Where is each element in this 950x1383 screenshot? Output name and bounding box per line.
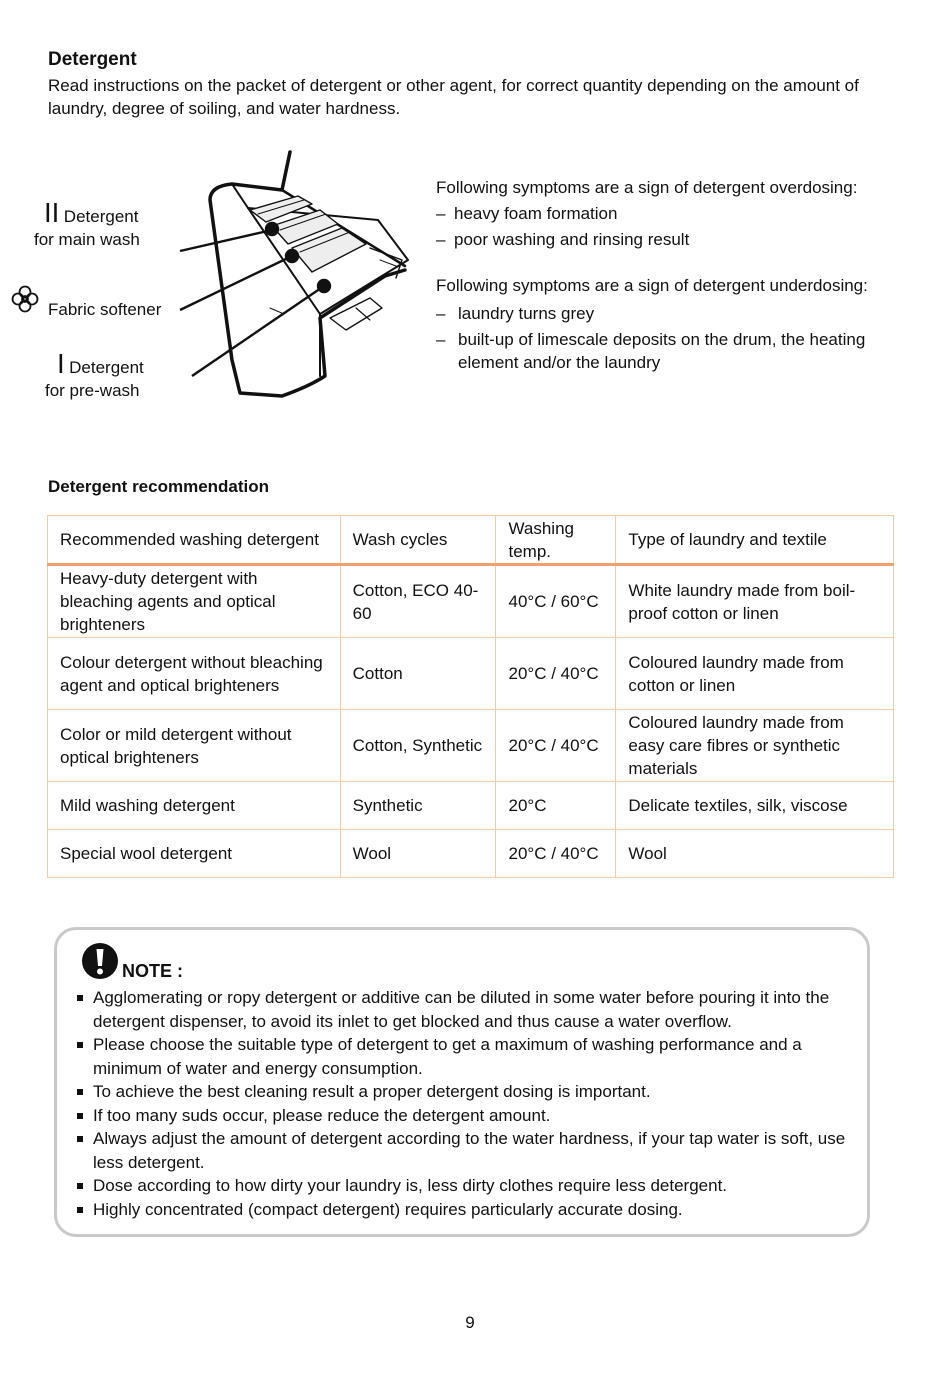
list-item: Dose according to how dirty your laundry is, less dirty clothes require less detergent.: [75, 1174, 855, 1198]
recommendation-table: [47, 515, 894, 878]
table-cell: White laundry made from boil-proof cotton or linen: [616, 565, 894, 638]
page-number: 9: [465, 1313, 475, 1332]
section-intro: Read instructions on the packet of detergent or other agent, for correct quantity depending on the amount of laundry, degree of soiling, and water hardness.: [48, 76, 859, 118]
table-cell: Special wool detergent: [48, 830, 341, 878]
table-cell: Cotton: [340, 638, 496, 710]
list-item: If too many suds occur, please reduce the detergent amount.: [75, 1104, 855, 1128]
pre-wash-line2: for pre-wash: [45, 381, 140, 400]
table-cell: Color or mild detergent without optical brighteners: [48, 710, 341, 782]
list-item: – laundry turns grey: [436, 304, 595, 323]
underdosing-block: [436, 273, 916, 374]
label-pre-wash: [45, 352, 144, 402]
column-header: Type of laundry and textile: [616, 516, 894, 565]
table-cell: Synthetic: [340, 782, 496, 830]
column-header: Wash cycles: [340, 516, 496, 565]
list-item: – built-up of limescale deposits on the drum, the heating element and/or the laundry: [436, 330, 866, 372]
table-cell: Cotton, ECO 40-60: [340, 565, 496, 638]
table-cell: Heavy-duty detergent with bleaching agents and optical brighteners: [48, 565, 341, 638]
table-cell: 20°C / 40°C: [496, 830, 616, 878]
label-fabric-softener: Fabric softener: [48, 300, 162, 319]
table-row: [48, 710, 894, 782]
table-cell: Delicate textiles, silk, viscose: [616, 782, 894, 830]
list-item: To achieve the best cleaning result a proper detergent dosing is important.: [75, 1080, 855, 1104]
note-list: [75, 986, 855, 1221]
table-cell: Wool: [616, 830, 894, 878]
detergent-drawer-illustration: [170, 148, 430, 403]
table-cell: Cotton, Synthetic: [340, 710, 496, 782]
list-item: Always adjust the amount of detergent according to the water hardness, if your tap water is soft, use less detergent.: [75, 1127, 855, 1174]
list-item: Highly concentrated (compact detergent) requires particularly accurate dosing.: [75, 1198, 855, 1222]
main-wash-line1: Detergent: [63, 207, 139, 226]
exclamation-icon: [81, 942, 119, 980]
flower-icon: [10, 284, 40, 319]
table-cell: Wool: [340, 830, 496, 878]
list-item: – poor washing and rinsing result: [436, 230, 690, 249]
list-item: Please choose the suitable type of detergent to get a maximum of washing performance and a minimum of water and energy consumption.: [75, 1033, 855, 1080]
table-row: [48, 638, 894, 710]
pre-wash-line1: Detergent: [69, 358, 144, 377]
underdosing-heading: Following symptoms are a sign of detergent underdosing:: [436, 276, 868, 295]
table-row: [48, 565, 894, 638]
list-item: Agglomerating or ropy detergent or additive can be diluted in some water before pouring it into the detergent dispenser, to avoid its inlet to get blocked and thus cause a water overflow.: [75, 986, 855, 1033]
table-row: [48, 830, 894, 878]
table-cell: 20°C / 40°C: [496, 638, 616, 710]
recommendation-title: Detergent recommendation: [48, 477, 270, 496]
table-cell: 20°C / 40°C: [496, 710, 616, 782]
note-title: NOTE :: [122, 961, 183, 981]
table-cell: Coloured laundry made from easy care fibres or synthetic materials: [616, 710, 894, 782]
table-header-row: [48, 516, 894, 565]
label-main-wash: [34, 201, 140, 251]
overdosing-heading: Following symptoms are a sign of detergent overdosing:: [436, 178, 858, 197]
table-cell: Mild washing detergent: [48, 782, 341, 830]
note-box: [54, 927, 870, 1237]
column-header: Washing temp.: [496, 516, 616, 565]
table-cell: Colour detergent without bleaching agent and optical brighteners: [48, 638, 341, 710]
table-cell: 40°C / 60°C: [496, 565, 616, 638]
table-cell: 20°C: [496, 782, 616, 830]
section-title: Detergent: [48, 49, 137, 70]
table-cell: Coloured laundry made from cotton or linen: [616, 638, 894, 710]
overdosing-block: [436, 175, 916, 253]
pre-wash-symbol: I: [57, 350, 65, 380]
table-row: [48, 782, 894, 830]
main-wash-line2: for main wash: [34, 230, 140, 249]
main-wash-symbol: II: [44, 199, 60, 229]
column-header: Recommended washing detergent: [48, 516, 341, 565]
list-item: – heavy foam formation: [436, 204, 618, 223]
